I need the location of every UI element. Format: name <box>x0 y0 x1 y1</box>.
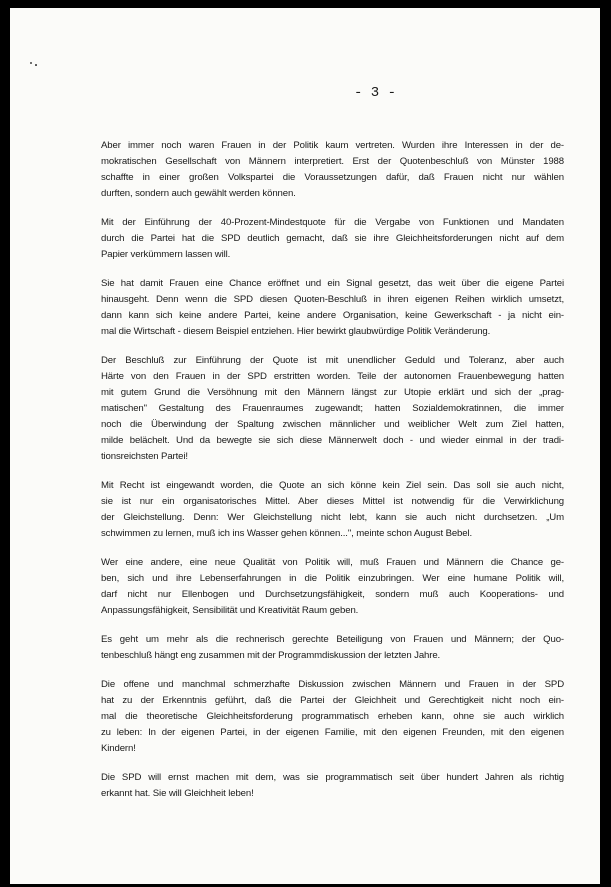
text-line: schaffte in einer großen Volkspartei die Voraussetzungen dafür, daß Frauen nicht nur wählen <box>101 172 564 183</box>
text-line: tenbeschluß hängt eng zusammen mit der Programmdiskussion der letzten Jahre. <box>101 650 441 661</box>
text-line: Papier verkümmern lassen will. <box>101 249 231 260</box>
paragraph-gap <box>101 664 564 677</box>
paragraph-gap <box>101 465 564 478</box>
scan-speck <box>30 62 32 64</box>
text-line: Aber immer noch waren Frauen in der Politik kaum vertreten. Wurden ihre Interessen in der de- <box>101 140 564 151</box>
text-line: durch die Partei hat die SPD deutlich gemacht, daß sie ihre Gleichheitsforderungen nicht auf dem <box>101 233 564 244</box>
paragraph <box>101 276 564 340</box>
text-line: hat zu der Erkenntnis geführt, daß die Partei der Gleichheit und Gerechtigkeit nicht noch ein- <box>101 695 564 706</box>
text-line: Es geht um mehr als die rechnerisch gerechte Beteiligung von Frauen und Männern; der Quo- <box>101 634 564 645</box>
paragraph <box>101 353 564 465</box>
text-line: schwimmen zu lernen, muß ich ins Wasser gehen können...", meinte schon August Bebel. <box>101 528 473 539</box>
text-line: dann kann sich keine andere Partei, keine andere Organisation, keine Gewerkschaft - ja nicht ein- <box>101 310 564 321</box>
text-line: Die SPD will ernst machen mit dem, was sie programmatisch seit über hundert Jahren als richtig <box>101 772 564 783</box>
paragraph-gap <box>101 263 564 276</box>
text-line: der Gleichstellung. Denn: Wer Gleichstellung nicht lebt, kann sie auch nicht durchsetzen. „Um <box>101 512 564 523</box>
text-line: sie ist nur ein organisatorisches Mittel. Aber dieses Mittel ist notwendig für die Verwirklichung <box>101 496 564 507</box>
paragraph <box>101 677 564 757</box>
text-line: erkannt hat. Sie will Gleichheit leben! <box>101 788 254 799</box>
paragraph-gap <box>101 619 564 632</box>
text-line: Kindern! <box>101 743 136 754</box>
paragraph <box>101 138 564 202</box>
text-line: Wer eine andere, eine neue Qualität von Politik will, muß Frauen und Männern die Chance ge- <box>101 557 564 568</box>
text-line: zu leben: In der eigenen Partei, in der eigenen Familie, mit den eigenen Freunden, mit den eigenen <box>101 727 564 738</box>
text-line: Sie hat damit Frauen eine Chance eröffnet und ein Signal gesetzt, das weit über die eigene Partei <box>101 278 564 289</box>
paragraph <box>101 632 564 664</box>
text-line: milde belächelt. Und da bewegte sie sich diese Männerwelt doch - und wieder einmal in der tradi- <box>101 435 564 446</box>
paragraph-gap <box>101 757 564 770</box>
text-line: mit gutem Grund die Versöhnung mit den Männern längst zur Utopie erklärt und sich der „prag- <box>101 387 564 398</box>
text-line: Mit der Einführung der 40-Prozent-Mindestquote für die Vergabe von Funktionen und Mandaten <box>101 217 564 228</box>
scan-speck <box>35 64 37 66</box>
text-line: ben, sich und ihre Lebenserfahrungen in die Politik einzubringen. Wer eine humane Politik will, <box>101 573 564 584</box>
paragraph-gap <box>101 542 564 555</box>
text-line: noch die Überwindung der Spaltung zwischen männlicher und weiblicher Welt zum Ziel hatten, <box>101 419 564 430</box>
paragraph <box>101 478 564 542</box>
paragraph-gap <box>101 202 564 215</box>
text-line: mokratischen Gesellschaft von Männern interpretiert. Erst der Quotenbeschluß von Münster 1988 <box>101 156 564 167</box>
text-line: matischen" Gestaltung des Frauenraumes zugewandt; hatten Sozialdemokratinnen, die immer <box>101 403 564 414</box>
paragraph-gap <box>101 340 564 353</box>
paragraph <box>101 555 564 619</box>
document-body <box>101 138 564 802</box>
text-line: Härte von den Frauen in der SPD erstritten worden. Teile der autonomen Frauenbewegung hatten <box>101 371 564 382</box>
text-line: Der Beschluß zur Einführung der Quote ist mit unendlicher Geduld und Toleranz, aber auch <box>101 355 564 366</box>
text-line: mal die theoretische Gleichheitsforderung programmatisch erheben kann, ohne sie auch wirklich <box>101 711 564 722</box>
text-line: darf nicht nur Ellenbogen und Durchsetzungsfähigkeit, sondern muß auch Kooperations- und <box>101 589 564 600</box>
text-line: hinausgeht. Denn wenn die SPD diesen Quoten-Beschluß in ihren eigenen Reihen wirklich umsetzt, <box>101 294 564 305</box>
text-line: durften, sondern auch gewählt werden können. <box>101 188 296 199</box>
text-line: tionsreichsten Partei! <box>101 451 188 462</box>
paragraph <box>101 215 564 263</box>
page-number: - 3 - <box>354 85 397 101</box>
text-line: Die offene und manchmal schmerzhafte Diskussion zwischen Männern und Frauen in der SPD <box>101 679 564 690</box>
text-line: mal die Wirtschaft - diesem Beispiel entziehen. Hier bewirkt glaubwürdige Politik Veränderung. <box>101 326 491 337</box>
document-page <box>10 8 600 884</box>
text-line: Anpassungsfähigkeit, Sensibilität und Kreativität Raum geben. <box>101 605 359 616</box>
paragraph <box>101 770 564 802</box>
text-line: Mit Recht ist eingewandt worden, die Quote an sich könne kein Ziel sein. Das soll sie auch nicht, <box>101 480 564 491</box>
